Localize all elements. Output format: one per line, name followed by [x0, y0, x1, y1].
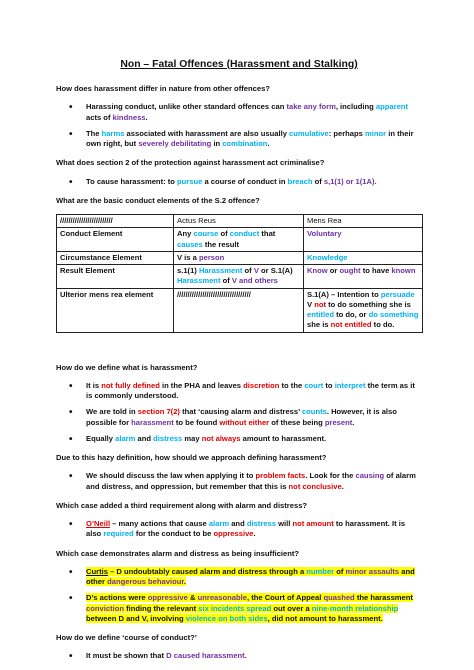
- text-run: . However, it is also possible for: [86, 407, 397, 427]
- text-run: distress: [246, 519, 276, 529]
- text-run: discretion: [243, 380, 280, 390]
- text-run: harassment: [131, 417, 174, 427]
- text-run: for the conduct to be: [133, 529, 214, 539]
- text-run: a course of conduct in: [202, 176, 288, 186]
- mens-rea-cell: [304, 288, 423, 332]
- text-run: O’Neill: [86, 519, 111, 529]
- text-run: It must be shown that: [86, 651, 167, 661]
- text-run: six incidents spread: [198, 603, 272, 613]
- text-run: – D undoubtably caused alarm and distress through a: [107, 566, 307, 576]
- text-run: of: [220, 276, 232, 286]
- row-label: Circumstance Element: [57, 251, 174, 264]
- text-run: in their own right, but: [86, 128, 414, 149]
- actus-reus-cell: [174, 265, 304, 289]
- bullet-item: [56, 407, 422, 428]
- question-2: What does section 2 of the protection against harassment act criminalise?: [56, 158, 325, 168]
- text-run: causing: [355, 471, 385, 481]
- text-run: It is: [86, 380, 102, 390]
- text-run: , including: [335, 102, 376, 112]
- text-run: not fully defined: [101, 380, 160, 390]
- text-run: severely debilitating: [138, 139, 212, 149]
- text-run: and other: [86, 566, 415, 587]
- text-run: : perhaps: [328, 128, 365, 138]
- row-label: Result Element: [57, 265, 174, 289]
- text-run: oppressive: [213, 529, 254, 539]
- text-run: Harassing conduct, unlike other standard offences can: [86, 102, 287, 112]
- text-run: of: [312, 176, 324, 186]
- text-run: court: [304, 380, 324, 390]
- bullet-item: [56, 651, 422, 661]
- question-4: How do we define what is harassment?: [56, 362, 198, 372]
- text-run: to have: [360, 266, 392, 276]
- text-run: not amount: [292, 519, 334, 529]
- text-run: section 7(2): [137, 407, 180, 417]
- text-run: minor: [365, 128, 387, 138]
- text-run: V: [307, 299, 315, 309]
- text-run: .: [244, 651, 247, 661]
- text-run: The: [86, 128, 102, 138]
- text-run: finding the relevant: [123, 603, 199, 613]
- text-run: breach: [287, 176, 313, 186]
- conduct-elements-table: [56, 214, 423, 333]
- question-6: Which case added a third requirement along with alarm and distress?: [56, 500, 308, 510]
- text-run: .: [341, 481, 344, 491]
- text-run: to be found: [173, 417, 220, 427]
- text-run: &: [187, 593, 198, 603]
- answer-list-1: [56, 102, 422, 149]
- question-7: Which case demonstrates alarm and distress as being insufficient?: [56, 548, 300, 558]
- text-run: kindness: [112, 112, 146, 122]
- text-run: without either: [219, 417, 270, 427]
- text-run: .: [352, 417, 355, 427]
- text-run: to do something she is: [326, 299, 411, 309]
- text-run: to do, or: [334, 310, 369, 320]
- text-run: of: [242, 266, 254, 276]
- actus-reus-cell: [174, 288, 304, 332]
- text-run: .: [145, 112, 148, 122]
- text-run: .: [267, 139, 270, 149]
- text-run: nine-month relationship: [311, 603, 399, 613]
- bullet-item: [56, 593, 422, 624]
- text-run: We are told in: [86, 407, 138, 417]
- text-run: of alarm and distress, and oppression, but remember that this is: [86, 471, 416, 491]
- answer-list-8: [56, 651, 422, 661]
- table-header-cell: /////////////////////////: [57, 215, 174, 228]
- table-row: [57, 288, 423, 332]
- text-run: amount to harassment.: [240, 433, 327, 443]
- text-run: apparent: [375, 102, 408, 112]
- row-label: Ulterior mens rea element: [57, 288, 174, 332]
- text-run: V is a: [177, 252, 199, 262]
- text-run: course: [193, 229, 219, 239]
- bullet-item: [56, 381, 422, 402]
- text-run: Harassment: [177, 276, 221, 286]
- text-run: V and others: [231, 276, 278, 286]
- text-run: alarm: [208, 519, 230, 529]
- text-run: not: [314, 299, 326, 309]
- text-run: and: [135, 433, 154, 443]
- table-header-cell: Mens Rea: [304, 215, 423, 228]
- table-header-row: [57, 215, 423, 228]
- answer-list-5: [56, 471, 422, 492]
- text-run: interpret: [334, 380, 366, 390]
- text-run: s.1(1): [177, 266, 199, 276]
- text-run: s,1(1) or 1(1A).: [323, 176, 377, 186]
- text-run: harms: [101, 128, 125, 138]
- text-run: required: [103, 529, 134, 539]
- text-run: S.1(A) – Intention to: [307, 289, 381, 299]
- text-run: , did not amount to harassment.: [267, 613, 383, 623]
- question-3: What are the basic conduct elements of the S.2 offence?: [56, 195, 260, 205]
- text-run: violence on both sides: [185, 613, 268, 623]
- text-run: conduct: [229, 229, 260, 239]
- text-run: conviction: [86, 603, 124, 613]
- actus-reus-cell: [174, 251, 304, 264]
- actus-reus-cell: [174, 228, 304, 252]
- text-run: D’s actions were: [86, 593, 148, 603]
- text-run: V: [253, 266, 259, 276]
- text-run: Curtis: [86, 566, 108, 576]
- table-header-cell: Actus Reus: [174, 215, 304, 228]
- text-run: to: [323, 380, 335, 390]
- text-run: pursue: [177, 176, 203, 186]
- page-title: Non – Fatal Offences (Harassment and Stalking): [120, 59, 358, 70]
- text-run: , the Court of Appeal: [246, 593, 324, 603]
- text-run: or S.1(A): [258, 266, 293, 276]
- text-run: not conclusive: [288, 481, 342, 491]
- table-row: [57, 265, 423, 289]
- text-run: may: [182, 433, 202, 443]
- bullet-item: [56, 567, 422, 588]
- text-run: out over a: [271, 603, 312, 613]
- bullet-item: [56, 471, 422, 492]
- text-run: that: [259, 229, 276, 239]
- table-row: [57, 228, 423, 252]
- text-run: the harassment: [354, 593, 413, 603]
- text-run: known: [391, 266, 416, 276]
- text-run: combination: [222, 139, 268, 149]
- text-run: – many actions that cause: [110, 519, 209, 529]
- text-run: person: [198, 252, 225, 262]
- bullet-item: [56, 129, 422, 150]
- text-run: will: [275, 519, 293, 529]
- text-run: Know: [307, 266, 328, 276]
- bullet-item: [56, 177, 422, 187]
- question-8: How do we define ‘course of conduct?’: [56, 633, 197, 643]
- text-run: in the PHA and leaves: [159, 380, 244, 390]
- text-run: Knowledge: [307, 252, 348, 262]
- text-run: take any form: [286, 102, 336, 112]
- text-run: alarm: [115, 433, 136, 443]
- text-run: Voluntary: [307, 229, 342, 239]
- text-run: of: [334, 566, 346, 576]
- text-run: problem facts: [255, 471, 306, 481]
- text-run: minor assaults: [345, 566, 400, 576]
- bullet-item: [56, 102, 422, 123]
- answer-list-7: [56, 567, 422, 624]
- text-run: dangerous behaviour: [107, 577, 184, 587]
- text-run: between D and V, involving: [86, 613, 186, 623]
- text-run: of these being: [269, 417, 325, 427]
- table-row: [57, 251, 423, 264]
- text-run: unreasonable: [197, 593, 247, 603]
- text-run: not entitled: [330, 320, 372, 330]
- bullet-item: [56, 434, 422, 444]
- text-run: to harassment. It is also: [86, 519, 406, 539]
- mens-rea-cell: [304, 251, 423, 264]
- text-run: that ‘causing alarm and distress’: [179, 407, 302, 417]
- answer-list-4: [56, 381, 422, 444]
- text-run: quashed: [323, 593, 355, 603]
- text-run: in: [211, 139, 223, 149]
- text-run: the result: [202, 239, 240, 249]
- text-run: counts: [301, 407, 327, 417]
- mens-rea-cell: [304, 265, 423, 289]
- text-run: distress: [153, 433, 183, 443]
- text-run: oppressive: [147, 593, 188, 603]
- text-run: present: [324, 417, 353, 427]
- text-run: she is: [307, 320, 331, 330]
- text-run: or: [327, 266, 340, 276]
- text-run: Harassment: [198, 266, 243, 276]
- row-label: Conduct Element: [57, 228, 174, 252]
- text-run: Equally: [86, 433, 116, 443]
- mens-rea-cell: [304, 228, 423, 252]
- question-1: How does harassment differ in nature from other offences?: [56, 84, 270, 94]
- text-run: .: [183, 577, 187, 587]
- text-run: causes: [177, 239, 203, 249]
- text-run: associated with harassment are also usually: [124, 128, 290, 138]
- text-run: .: [253, 529, 256, 539]
- text-run: the term as it is commonly understood.: [86, 380, 415, 401]
- text-run: cumulative: [289, 128, 329, 138]
- text-run: to do.: [371, 320, 395, 330]
- text-run: number: [306, 566, 335, 576]
- text-run: do something: [368, 310, 419, 320]
- text-run: D caused harassment: [166, 651, 245, 661]
- text-run: to the: [279, 380, 305, 390]
- text-run: not always: [201, 433, 241, 443]
- text-run: persuade: [380, 289, 415, 299]
- text-run: and: [229, 519, 247, 529]
- text-run: Any: [177, 229, 194, 239]
- text-run: We should discuss the law when applying it to: [86, 471, 256, 481]
- bullet-item: [56, 519, 422, 540]
- text-run: . Look for the: [305, 471, 356, 481]
- text-run: ///////////////////////////////////: [177, 289, 251, 299]
- answer-list-6: [56, 519, 422, 540]
- text-run: of: [218, 229, 230, 239]
- question-5: Due to this hazy definition, how should we approach defining harassment?: [56, 453, 327, 463]
- text-run: ought: [339, 266, 361, 276]
- text-run: acts of: [86, 112, 113, 122]
- answer-list-2: [56, 177, 422, 187]
- text-run: entitled: [307, 310, 335, 320]
- text-run: To cause harassment: to: [86, 176, 178, 186]
